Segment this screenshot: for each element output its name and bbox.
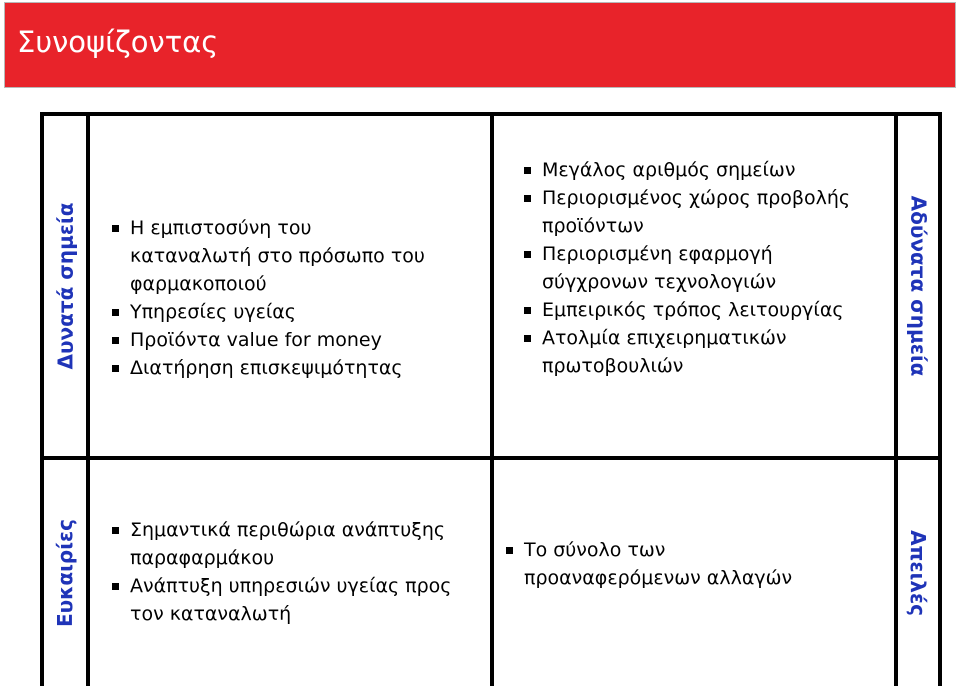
bullet-icon — [524, 167, 531, 174]
bullet-icon — [112, 527, 119, 534]
list-item: Περιορισμένη εφαρμογή σύγχρονων τεχνολογιών — [524, 240, 884, 296]
bullet-icon — [524, 195, 531, 202]
bullet-icon — [524, 251, 531, 258]
strengths-label-cell — [44, 116, 86, 456]
list-item: Η εμπιστοσύνη του καταναλωτή στο πρόσωπο του φαρμακοποιού — [112, 214, 432, 298]
list-item: Περιορισμένος χώρος προβολής προϊόντων — [524, 184, 884, 240]
list-item: Το σύνολο των προαναφερόμενων αλλαγών — [506, 536, 846, 592]
list-item: Σημαντικά περιθώρια ανάπτυξης παραφαρμάκου — [112, 516, 452, 572]
bullet-icon — [112, 309, 119, 316]
list-item: Διατήρηση επισκεψιμότητας — [112, 354, 432, 382]
left-label-divider — [86, 112, 90, 686]
title-banner — [4, 2, 956, 88]
bullet-icon — [506, 547, 513, 554]
strengths-quadrant — [112, 214, 432, 382]
bullet-icon — [112, 225, 119, 232]
list-item: Εμπειρικός τρόπος λειτουργίας — [524, 296, 884, 324]
center-divider — [490, 112, 494, 686]
weaknesses-label-cell — [898, 116, 938, 456]
opportunities-label: Ευκαιρίες — [53, 518, 78, 628]
strengths-label: Δυνατά σημεία — [53, 202, 78, 370]
bullet-icon — [112, 365, 119, 372]
threats-label-cell — [898, 460, 938, 686]
list-item: Ανάπτυξη υπηρεσιών υγείας προς τον καταναλωτή — [112, 572, 452, 628]
middle-divider — [40, 456, 942, 460]
weaknesses-label: Αδύνατα σημεία — [906, 195, 931, 377]
page-title: Συνοψίζοντας — [17, 25, 219, 59]
list-item: Προϊόντα value for money — [112, 326, 432, 354]
list-item: Ατολμία επιχειρηματικών πρωτοβουλιών — [524, 324, 884, 380]
bullet-icon — [524, 335, 531, 342]
bullet-icon — [112, 337, 119, 344]
list-item: Μεγάλος αριθμός σημείων — [524, 156, 884, 184]
opportunities-quadrant — [112, 516, 452, 628]
weaknesses-quadrant — [524, 156, 884, 380]
opportunities-label-cell — [44, 460, 86, 686]
bullet-icon — [112, 583, 119, 590]
threats-label: Απειλές — [906, 530, 930, 616]
list-item: Υπηρεσίες υγείας — [112, 298, 432, 326]
bullet-icon — [524, 307, 531, 314]
threats-quadrant — [506, 536, 846, 592]
